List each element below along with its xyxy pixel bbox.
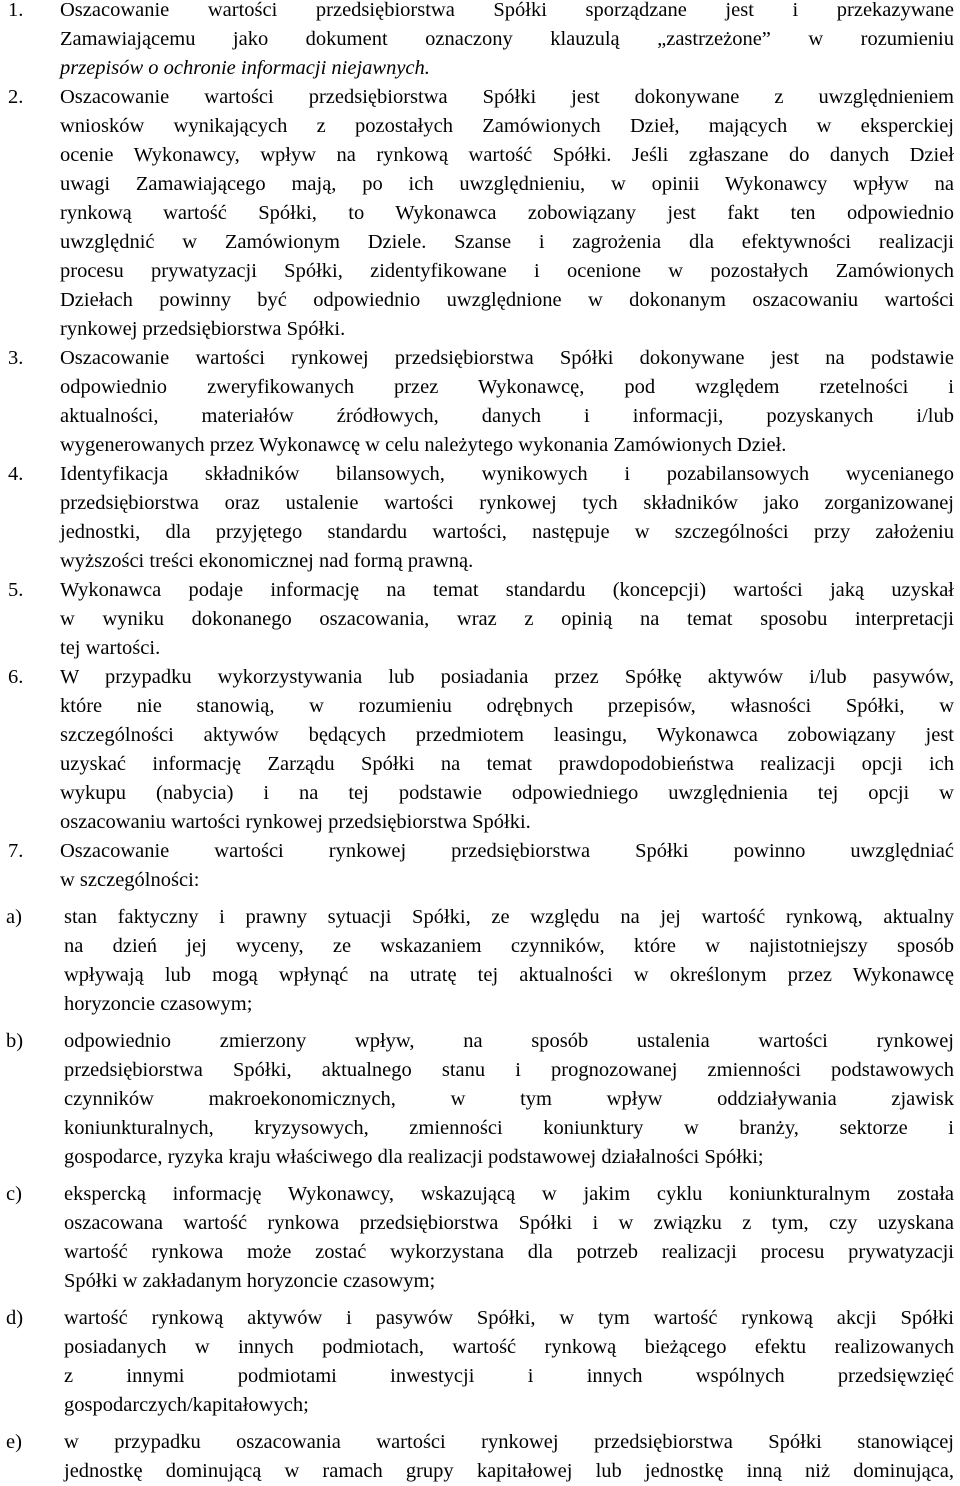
sub-item-d	[0, 1304, 960, 1420]
text-line: Dziełach powinny być odpowiednio uwzględnione w dokonanym oszacowaniu wartości	[60, 289, 954, 311]
text-line: Oszacowanie wartości przedsiębiorstwa Spółki jest dokonywane z uwzględnieniem	[60, 86, 954, 108]
text-line: Identyfikacja składników bilansowych, wynikowych i pozabilansowych wycenianego	[60, 463, 954, 485]
text-line: wykupu (nabycia) i na tej podstawie odpowiedniego uwzględnienia tej opcji w	[60, 782, 954, 804]
text-line: ocenie Wykonawcy, wpływ na rynkową wartość Spółki. Jeśli zgłaszane do danych Dzieł	[60, 144, 954, 166]
item-text	[60, 344, 960, 460]
sub-item-text	[64, 1428, 960, 1486]
text-line: przedsiębiorstwa Spółki, aktualnego stanu i prognozowanej zmienności podstawowych	[64, 1059, 954, 1081]
text-line: posiadanych w innych podmiotach, wartość rynkową bieżącego efektu realizowanych	[64, 1336, 954, 1358]
text-line: odpowiednio zweryfikowanych przez Wykonawcę, pod względem rzetelności i	[60, 376, 954, 398]
text-line: Spółki w zakładanym horyzoncie czasowym;	[64, 1270, 436, 1292]
item-text	[60, 837, 960, 895]
list-item-3	[0, 344, 960, 460]
text-line: w szczególności:	[60, 869, 200, 891]
text-line: stan faktyczny i prawny sytuacji Spółki, ze względu na jej wartość rynkową, aktualny	[64, 906, 954, 928]
item-number: 7.	[8, 840, 24, 862]
item-number: 6.	[8, 666, 24, 688]
item-text	[60, 460, 960, 576]
sub-item-text	[64, 903, 960, 1019]
text-line: procesu prywatyzacji Spółki, zidentyfikowane i ocenione w pozostałych Zamówionych	[60, 260, 954, 282]
text-line: W przypadku wykorzystywania lub posiadania przez Spółkę aktywów i/lub pasywów,	[60, 666, 954, 688]
text-line: gospodarczych/kapitałowych;	[64, 1394, 309, 1416]
item-number: 2.	[8, 86, 24, 108]
text-line: w przypadku oszacowania wartości rynkowej przedsiębiorstwa Spółki stanowiącej	[64, 1431, 954, 1453]
item-text	[60, 0, 960, 83]
text-line: wartość rynkowa może zostać wykorzystana dla potrzeb realizacji procesu prywatyzacji	[64, 1241, 954, 1263]
sub-item-letter: b)	[6, 1030, 24, 1052]
text-line: wniosków wynikających z pozostałych Zamówionych Dzieł, mających w eksperckiej	[60, 115, 954, 137]
text-line: uzyskać informację Zarządu Spółki na temat prawdopodobieństwa realizacji opcji ich	[60, 753, 954, 775]
text-line: rynkowej przedsiębiorstwa Spółki.	[60, 318, 346, 340]
text-line: odpowiednio zmierzony wpływ, na sposób ustalenia wartości rynkowej	[64, 1030, 954, 1052]
sub-item-text	[64, 1180, 960, 1296]
text-line: oszacowana wartość rynkowa przedsiębiorstwa Spółki i w związku z tym, czy uzyskana	[64, 1212, 954, 1234]
item-number: 1.	[8, 0, 24, 21]
text-line: oszacowaniu wartości rynkowej przedsiębiorstwa Spółki.	[60, 811, 531, 833]
list-item-2	[0, 83, 960, 344]
sub-item-letter: d)	[6, 1307, 24, 1329]
text-line: Oszacowanie wartości rynkowej przedsiębiorstwa Spółki powinno uwzględniać	[60, 840, 954, 862]
text-line: na dzień jej wyceny, ze wskazaniem czynników, które w najistotniejszy sposób	[64, 935, 954, 957]
text-line: ekspercką informację Wykonawcy, wskazującą w jakim cyklu koniunkturalnym została	[64, 1183, 954, 1205]
text-line: Wykonawca podaje informację na temat standardu (koncepcji) wartości jaką uzyskał	[60, 579, 954, 601]
text-line: Oszacowanie wartości przedsiębiorstwa Spółki sporządzane jest i przekazywane	[60, 0, 954, 21]
item-text	[60, 83, 960, 344]
spacer	[0, 895, 960, 903]
sub-item-e	[0, 1428, 960, 1486]
text-line: Zamawiającemu jako dokument oznaczony klauzulą „zastrzeżone” w rozumieniu	[60, 28, 954, 50]
list-item-6	[0, 663, 960, 837]
text-line: gospodarce, ryzyka kraju właściwego dla realizacji podstawowej działalności Spółki;	[64, 1146, 764, 1168]
spacer	[0, 1172, 960, 1180]
item-number: 4.	[8, 463, 24, 485]
sub-item-letter: c)	[6, 1183, 22, 1205]
text-line: horyzoncie czasowym;	[64, 993, 253, 1015]
text-line: Oszacowanie wartości rynkowej przedsiębiorstwa Spółki dokonywane jest na podstawie	[60, 347, 954, 369]
text-line: które nie stanowią, w rozumieniu odrębnych przepisów, własności Spółki, w	[60, 695, 954, 717]
item-number: 3.	[8, 347, 24, 369]
sub-item-a	[0, 903, 960, 1019]
sub-item-text	[64, 1027, 960, 1172]
spacer	[0, 1019, 960, 1027]
list-item-1	[0, 0, 960, 83]
spacer	[0, 1296, 960, 1304]
item-text	[60, 663, 960, 837]
list-item-5	[0, 576, 960, 663]
text-line: przedsiębiorstwa oraz ustalenie wartości rynkowej tych składników jako zorganizowanej	[60, 492, 954, 514]
list-item-4	[0, 460, 960, 576]
spacer	[0, 1420, 960, 1428]
text-line: jednostkę dominującą w ramach grupy kapitałowej lub jednostkę inną niż dominująca,	[64, 1460, 954, 1482]
text-line: rynkową wartość Spółki, to Wykonawca zobowiązany jest fakt ten odpowiednio	[60, 202, 954, 224]
text-line: z innymi podmiotami inwestycji i innych wspólnych przedsięwzięć	[64, 1365, 954, 1387]
text-line: wygenerowanych przez Wykonawcę w celu należytego wykonania Zamówionych Dzieł.	[60, 434, 787, 456]
sub-item-b	[0, 1027, 960, 1172]
list-item-7	[0, 837, 960, 895]
text-line: czynników makroekonomicznych, w tym wpływ oddziaływania zjawisk	[64, 1088, 954, 1110]
text-line: uwzględnić w Zamówionym Dziele. Szanse i zagrożenia dla efektywności realizacji	[60, 231, 954, 253]
sub-item-c	[0, 1180, 960, 1296]
text-line: wyższości treści ekonomicznej nad formą prawną.	[60, 550, 474, 572]
sub-item-letter: e)	[6, 1431, 22, 1453]
text-line: wpływają lub mogą wpłynąć na utratę tej aktualności w określonym przez Wykonawcę	[64, 964, 954, 986]
sub-item-text	[64, 1304, 960, 1420]
item-number: 5.	[8, 579, 24, 601]
sub-item-letter: a)	[6, 906, 22, 928]
text-line: koniunkturalnych, kryzysowych, zmienności koniunktury w branży, sektorze i	[64, 1117, 954, 1139]
text-line: przepisów o ochronie informacji niejawnych.	[60, 57, 430, 79]
text-line: szczególności aktywów będących przedmiotem leasingu, Wykonawca zobowiązany jest	[60, 724, 954, 746]
text-line: aktualności, materiałów źródłowych, danych i informacji, pozyskanych i/lub	[60, 405, 954, 427]
text-line: w wyniku dokonanego oszacowania, wraz z opinią na temat sposobu interpretacji	[60, 608, 954, 630]
text-line: uwagi Zamawiającego mają, po ich uwzględnieniu, w opinii Wykonawcy wpływ na	[60, 173, 954, 195]
item-text	[60, 576, 960, 663]
text-line: tej wartości.	[60, 637, 161, 659]
text-line: wartość rynkową aktywów i pasywów Spółki, w tym wartość rynkową akcji Spółki	[64, 1307, 954, 1329]
text-line: jednostki, dla przyjętego standardu wartości, następuje w szczególności przy założeniu	[60, 521, 954, 543]
